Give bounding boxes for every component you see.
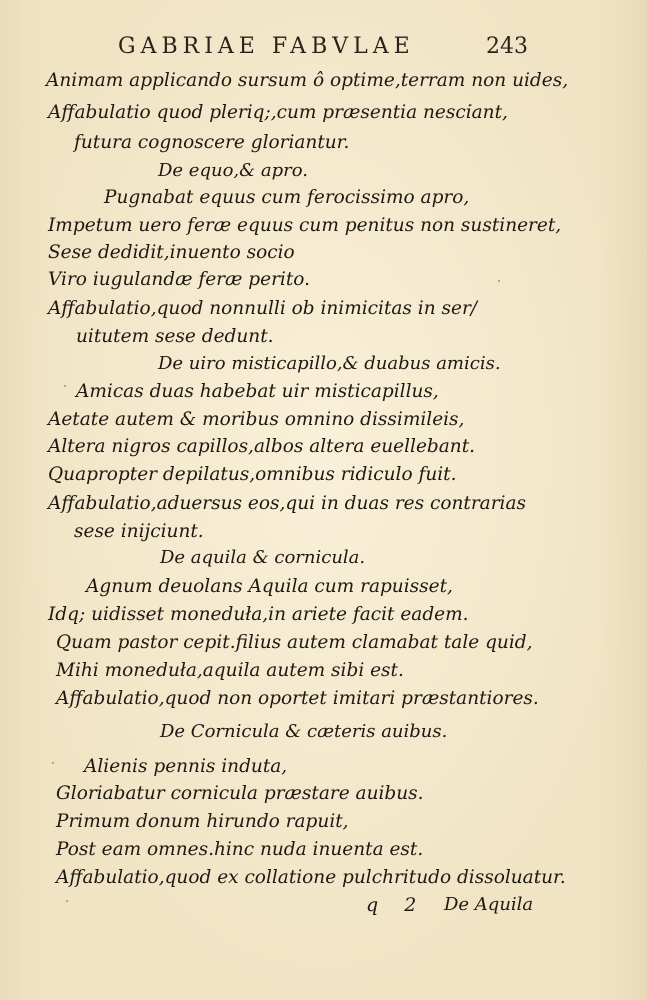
text-line: Idq; uidisset moneduła,in ariete facit eadem. — [48, 604, 469, 625]
text-line: sese inijciunt. — [74, 521, 204, 542]
page-number: 243 — [486, 34, 528, 59]
fable-title: De aquila & cornicula. — [160, 547, 366, 568]
text-line: Mihi moneduła,aquila autem sibi est. — [56, 660, 404, 681]
fable-title: De equo,& apro. — [158, 160, 308, 181]
page-footer — [0, 890, 647, 920]
page-header — [0, 30, 647, 66]
fable-title: De Cornicula & cæteris auibus. — [160, 721, 448, 742]
text-line: Post eam omnes.hinc nuda inuenta est. — [56, 839, 424, 860]
text-line: Viro iugulandæ feræ perito. — [48, 269, 310, 290]
text-line: Agnum deuolans Aquila cum rapuisset, — [86, 576, 453, 597]
paper-speck — [66, 900, 68, 902]
text-line: Impetum uero feræ equus cum penitus non sustineret, — [48, 215, 562, 236]
text-line: Affabulatio quod pleriq;,cum præsentia nesciant, — [48, 102, 508, 123]
text-line: Affabulatio,aduersus eos,qui in duas res contrarias — [48, 493, 526, 514]
paper-speck — [498, 280, 500, 282]
paper-speck — [470, 104, 472, 106]
text-line: Affabulatio,quod non oportet imitari præstantiores. — [56, 688, 539, 709]
text-line: Quapropter depilatus,omnibus ridiculo fuit. — [48, 464, 457, 485]
text-line: Amicas duas habebat uir misticapillus, — [76, 381, 439, 402]
signature-mark: q 2 — [366, 894, 427, 916]
text-line: Affabulatio,quod nonnulli ob inimicitas in ser/ — [48, 298, 478, 319]
text-line: Gloriabatur cornicula præstare auibus. — [56, 783, 424, 804]
paper-speck — [536, 880, 538, 882]
text-line: Aetate autem & moribus omnino dissimileis, — [48, 409, 465, 430]
text-line: Quam pastor cepit.filius autem clamabat tale quid, — [56, 632, 533, 653]
text-line: Altera nigros capillos,albos altera euellebant. — [48, 436, 476, 457]
paper-speck — [52, 762, 54, 764]
text-line: Sese dedidit,inuento socio — [48, 242, 295, 263]
text-line: Pugnabat equus cum ferocissimo apro, — [104, 187, 470, 208]
catchword: De Aquila — [444, 894, 534, 915]
fable-title: De uiro misticapillo,& duabus amicis. — [158, 353, 501, 374]
text-line: Primum donum hirundo rapuit, — [56, 811, 349, 832]
paper-speck — [64, 385, 66, 387]
text-line: Affabulatio,quod ex collatione pulchritudo dissoluatur. — [56, 867, 566, 888]
text-line: uitutem sese dedunt. — [76, 326, 274, 347]
text-line: Alienis pennis induta, — [84, 756, 288, 777]
text-line: Animam applicando sursum ô optime,terram non uides, — [46, 70, 569, 91]
text-line: futura cognoscere gloriantur. — [74, 132, 350, 153]
running-head: GABRIAE FABVLAE — [118, 34, 415, 59]
